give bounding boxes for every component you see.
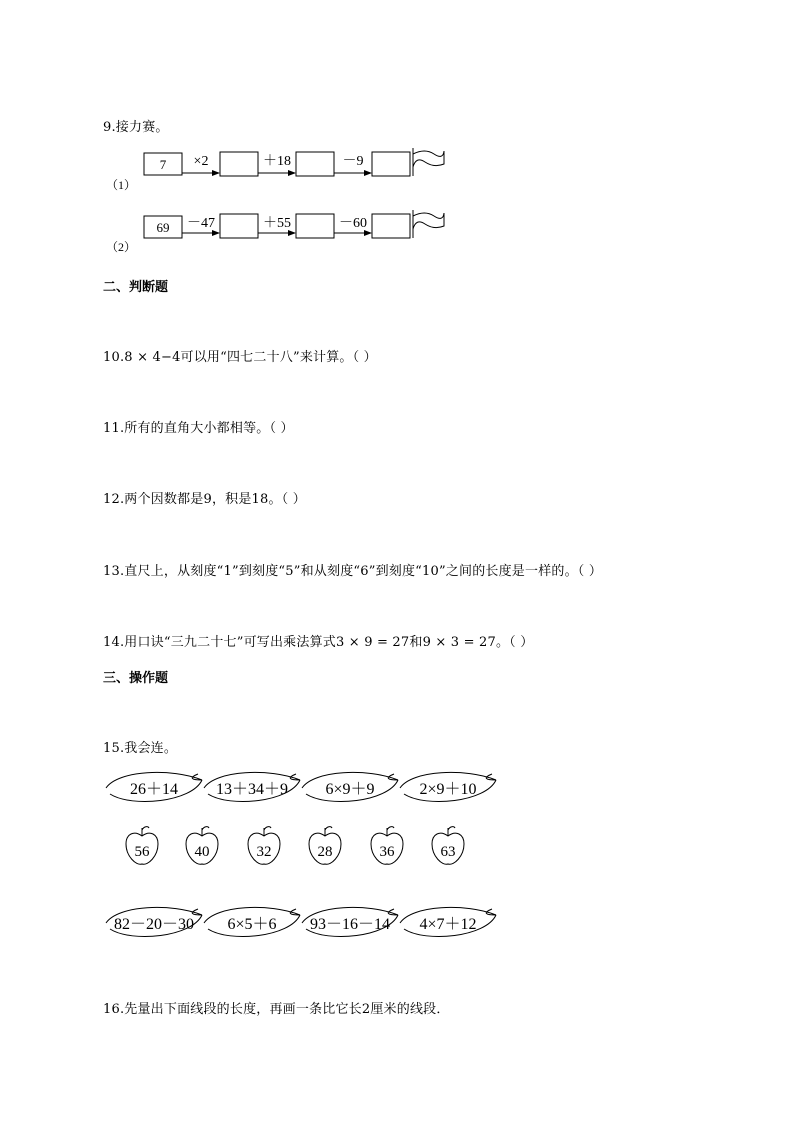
leaf-top-2[interactable] xyxy=(204,772,300,801)
relay-2-start: 69 xyxy=(156,220,170,235)
section-3-heading: 三、操作题 xyxy=(103,671,169,686)
apple-4-text: 28 xyxy=(317,844,333,860)
relay-1-answer-box-2[interactable] xyxy=(296,152,334,176)
apple-6[interactable] xyxy=(432,827,464,865)
leaf-bottom-1[interactable] xyxy=(106,907,202,936)
section-2-heading: 二、判断题 xyxy=(103,280,169,295)
relay-2-answer-box-2[interactable] xyxy=(296,214,334,238)
apple-6-text: 63 xyxy=(440,844,456,860)
leaf-top-2-text: 13＋34＋9 xyxy=(215,781,289,798)
leaf-bottom-4-text: 4×7＋12 xyxy=(419,916,477,933)
top-leaves xyxy=(106,772,496,801)
apple-3-text: 32 xyxy=(256,844,272,860)
q13-text: 13.直尺上，从刻度“1”到刻度“5”和从刻度“6”到刻度“10”之间的长度是一样的。（ ） xyxy=(103,564,603,579)
relay-2 xyxy=(106,210,444,254)
relay-2-op-2: ＋55 xyxy=(263,216,291,231)
leaf-bottom-3-text: 93－16－14 xyxy=(309,916,391,933)
leaf-top-4-text: 2×9＋10 xyxy=(419,781,477,798)
apple-3[interactable] xyxy=(248,827,280,865)
relay-1-answer-box-3[interactable] xyxy=(372,152,410,176)
apple-5-text: 36 xyxy=(379,844,395,860)
relay-2-op-1: －47 xyxy=(187,216,215,231)
relay-2-answer-box-1[interactable] xyxy=(220,214,258,238)
leaf-bottom-2-text: 6×5＋6 xyxy=(227,916,277,933)
relay-1-op-2: ＋18 xyxy=(263,154,291,169)
q11-text: 11.所有的直角大小都相等。（ ） xyxy=(103,421,294,436)
q15-title: 15.我会连。 xyxy=(103,741,178,756)
relay-2-label: （2） xyxy=(106,240,137,254)
flag-icon xyxy=(413,210,444,238)
q16-text: 16.先量出下面线段的长度，再画一条比它长2厘米的线段． xyxy=(103,1002,450,1017)
relay-2-answer-box-3[interactable] xyxy=(372,214,410,238)
q12-text: 12.两个因数都是9，积是18。（ ） xyxy=(103,492,306,507)
relay-1-op-3: －9 xyxy=(342,154,364,169)
apple-2-text: 40 xyxy=(194,844,210,860)
apple-4[interactable] xyxy=(309,827,341,865)
matching-figure xyxy=(100,766,510,946)
relay-1-answer-box-1[interactable] xyxy=(220,152,258,176)
q10-text: 10.8 × 4−4可以用“四七二十八”来计算。（ ） xyxy=(103,350,377,365)
leaf-bottom-4[interactable] xyxy=(400,907,496,936)
relay-2-op-3: －60 xyxy=(339,216,367,231)
apple-1-text: 56 xyxy=(134,844,150,860)
leaf-top-4[interactable] xyxy=(400,772,496,801)
leaf-top-1[interactable] xyxy=(106,772,202,801)
apples xyxy=(126,827,464,865)
relay-1 xyxy=(106,148,444,192)
leaf-bottom-2[interactable] xyxy=(204,907,300,936)
leaf-top-1-text: 26＋14 xyxy=(129,781,179,798)
apple-5[interactable] xyxy=(371,827,403,865)
apple-1[interactable] xyxy=(126,827,158,865)
flag-icon xyxy=(413,148,444,176)
leaf-bottom-1-text: 82－20－30 xyxy=(113,916,195,933)
relay-1-label: （1） xyxy=(106,178,137,192)
relay-diagrams xyxy=(100,140,460,260)
q14-text: 14.用口诀“三九二十七”可写出乘法算式3 × 9 = 27和9 × 3 = 27。（ ） xyxy=(103,635,534,650)
relay-1-start: 7 xyxy=(159,157,167,172)
leaf-bottom-3[interactable] xyxy=(302,907,398,936)
leaf-top-3-text: 6×9＋9 xyxy=(325,781,375,798)
relay-1-op-1: ×2 xyxy=(193,154,209,169)
q9-title: 9.接力赛。 xyxy=(103,120,169,135)
bottom-leaves xyxy=(106,907,496,936)
leaf-top-3[interactable] xyxy=(302,772,398,801)
apple-2[interactable] xyxy=(186,827,218,865)
